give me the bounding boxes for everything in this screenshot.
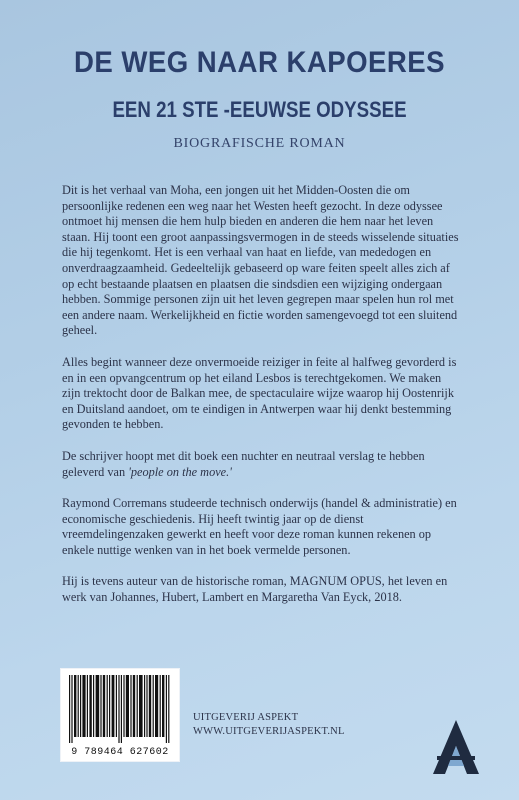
book-title: DE WEG NAAR KAPOERES	[73, 46, 446, 79]
book-subtitle: EEN 21 STE -EEUWSE ODYSSEE	[112, 97, 407, 122]
book-genre: BIOGRAFISCHE ROMAN	[173, 136, 346, 151]
blurb-paragraph-3	[62, 449, 462, 480]
isbn-barcode	[60, 668, 180, 762]
blurb-text	[62, 183, 462, 622]
publisher-name: UITGEVERIJ ASPEKT	[193, 712, 299, 723]
publisher-info	[193, 711, 345, 739]
blurb-paragraph-2: Alles begint wanneer deze onvermoeide reiziger in feite al halfweg gevorderd is en in een opvangcentrum op het eiland Lesbos is terechtgekomen. We maken zijn trektocht door de Balkan mee, de spectaculaire wijze waarop hij Oostenrijk en Duitsland aandoet, om te eindigen in Antwerpen waar hij denkt bestemming gevonden te hebben.	[62, 354, 457, 432]
blurb-paragraph-3-lead: De schrijver hoopt met dit boek een nuchter en neutraal verslag te hebben geleverd van	[62, 448, 425, 479]
publisher-website: WWW.UITGEVERIJASPEKT.NL	[193, 726, 345, 737]
isbn-number: 9 789464 627602	[71, 747, 169, 758]
aspekt-logo-icon	[431, 718, 481, 776]
blurb-paragraph-1: Dit is het verhaal van Moha, een jongen uit het Midden-Oosten die om persoonlijke redenen een weg naar het Westen heeft gezocht. In deze odyssee ontmoet hij mensen die hem hulp bieden en anderen die hem naar het leven staan. Hij toont een groot aanpassingsvermogen in de steeds wisselende situaties die hij tegenkomt. Het is een verhaal van haat en liefde, van mededogen en onverdraagzaamheid. Gedeeltelijk gebaseerd op ware feiten speelt alles zich af op echt bestaande plaatsen en plaatsen die sindsdien een wijziging ondergaan hebben. Sommige personen zijn uit het leven gegrepen maar spelen hun rol met een andere naam. Werkelijkheid en fictie worden samengevoegd tot een sluitend geheel.	[62, 183, 459, 338]
blurb-paragraph-3-quote: 'people on the move.'	[128, 464, 232, 479]
author-bio-paragraph: Raymond Corremans studeerde technisch onderwijs (handel & administratie) en economische geschiedenis. Hij heeft twintig jaar op de dienst vreemdelingenzaken gewerkt en heeft voor deze roman kunnen rekenen op enkele nuttige wenken van in het boek vermelde personen.	[62, 496, 457, 557]
author-other-work-paragraph: Hij is tevens auteur van de historische roman, MAGNUM OPUS, het leven en werk van Johannes, Hubert, Lambert en Margaretha Van Eyck, 2018.	[62, 574, 448, 605]
barcode-bars	[67, 675, 173, 743]
